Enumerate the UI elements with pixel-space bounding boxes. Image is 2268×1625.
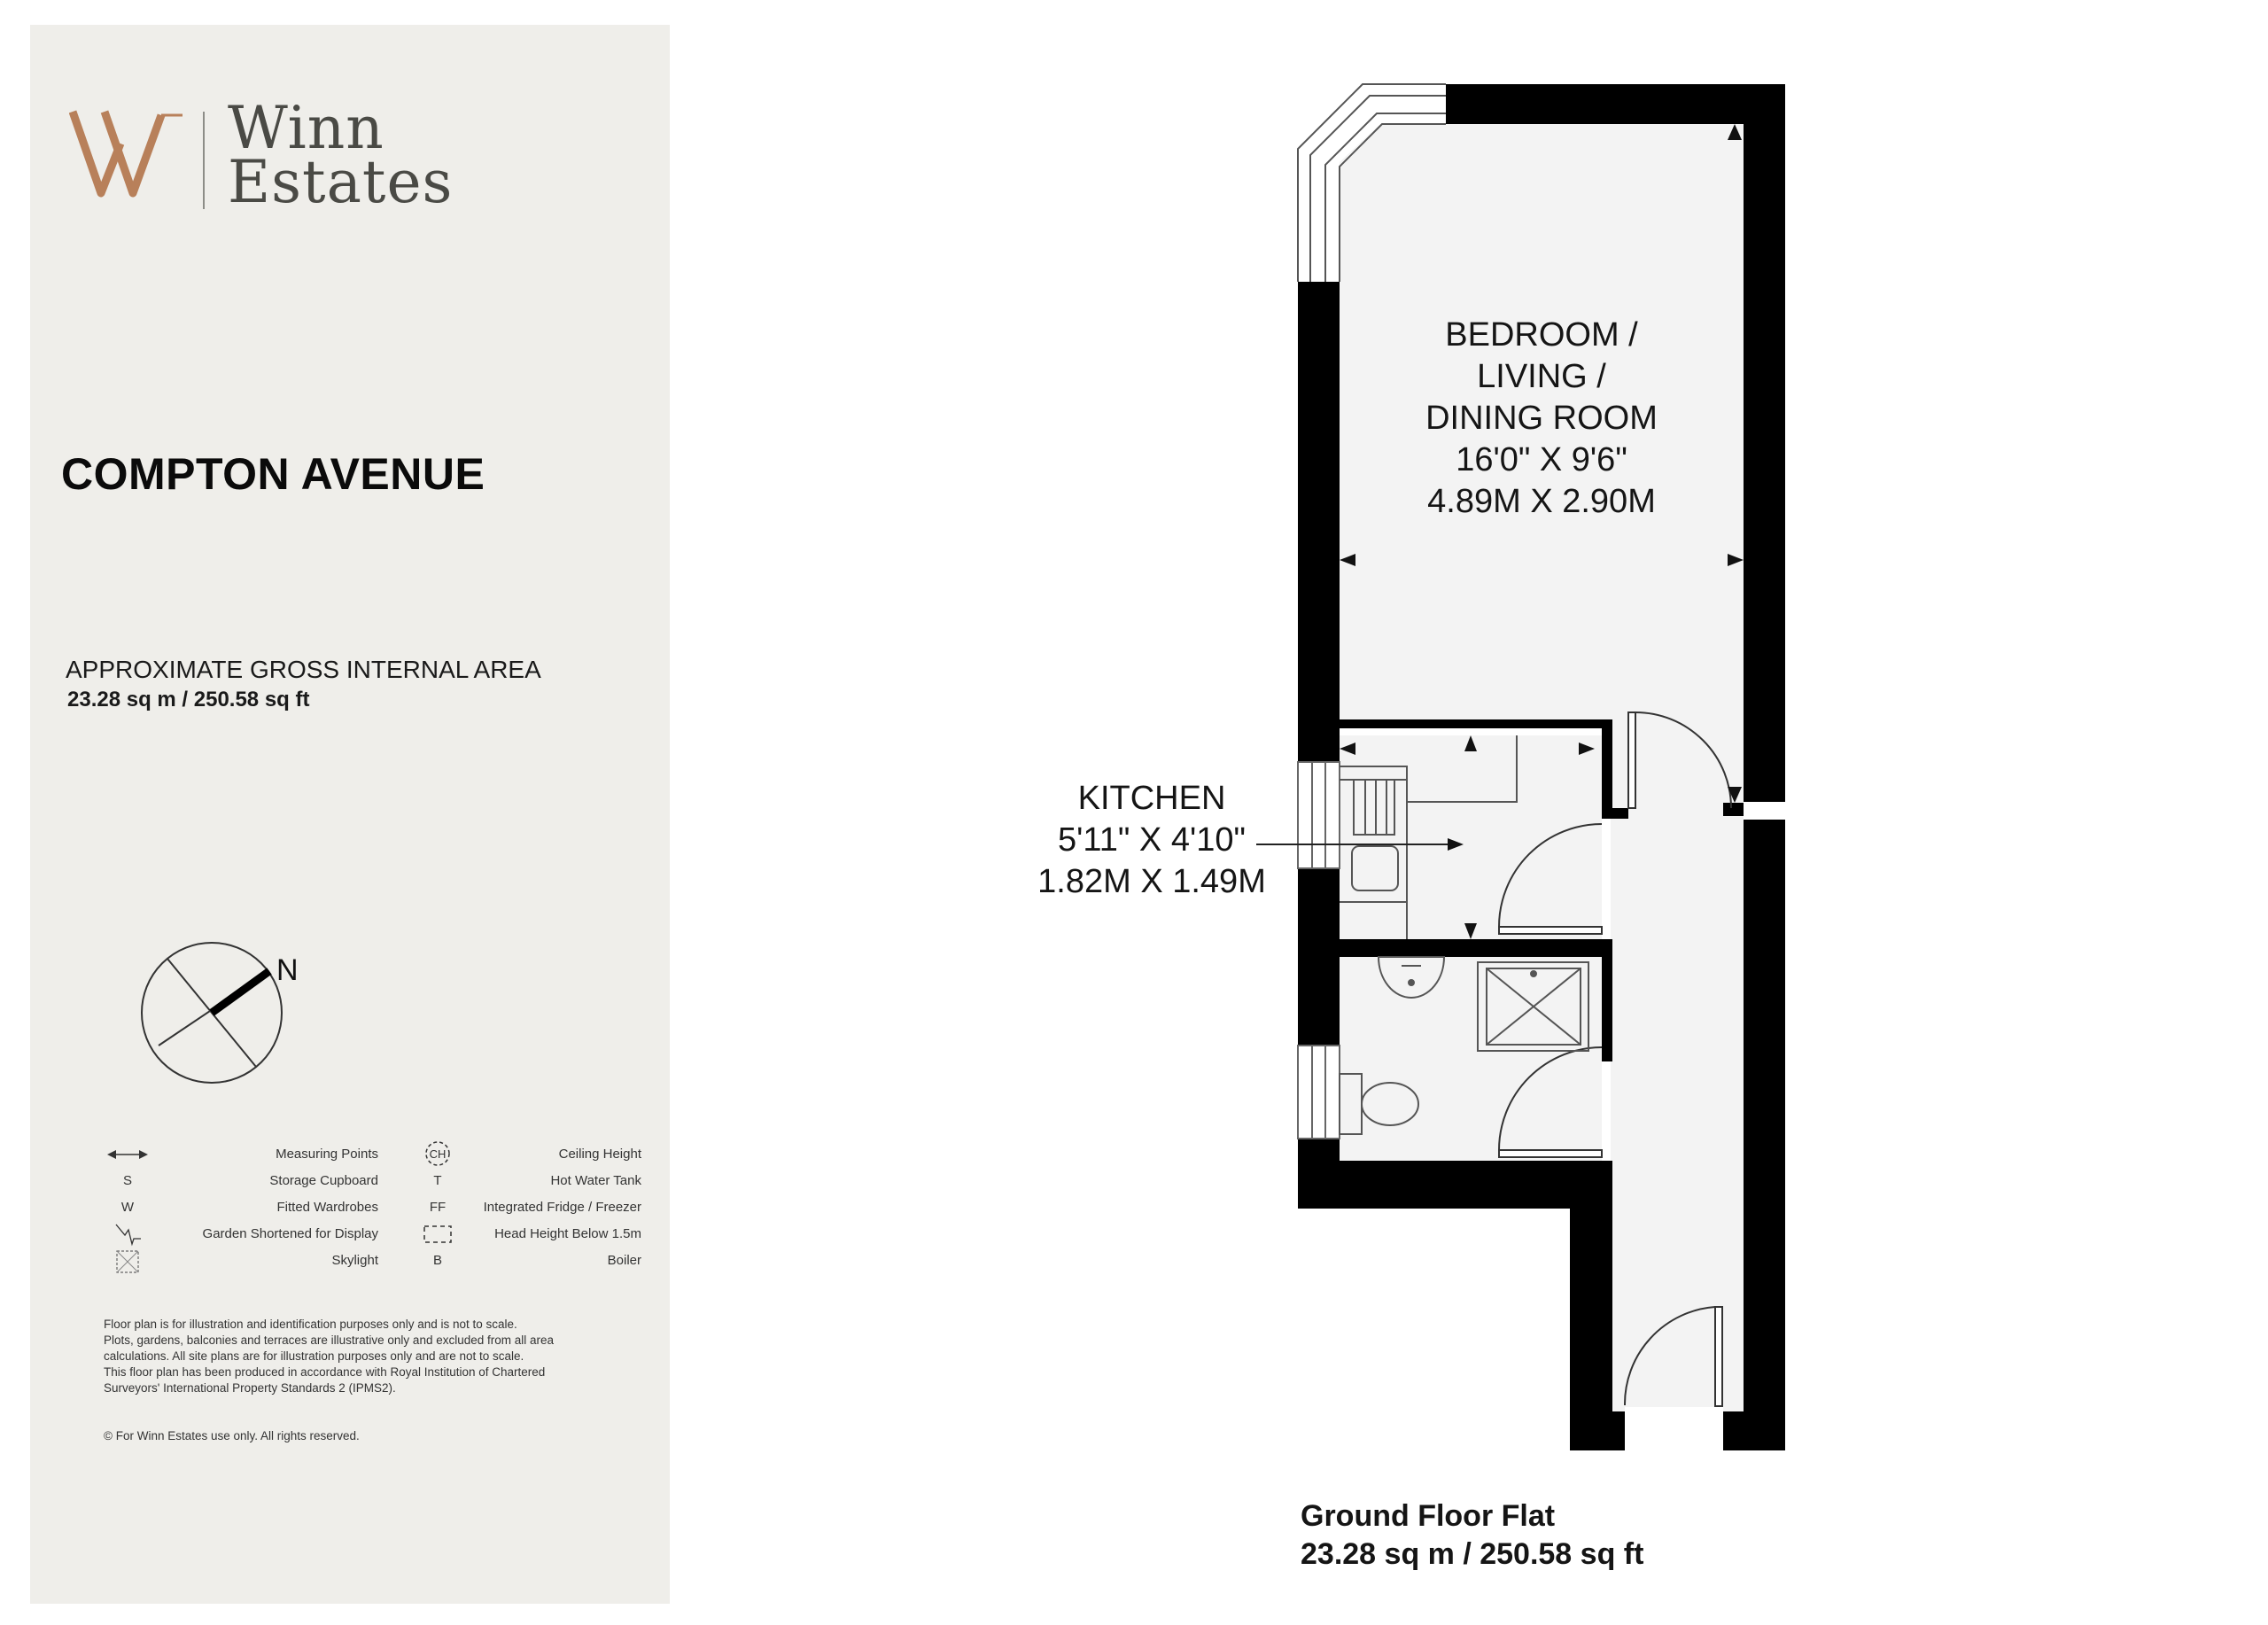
bedroom-name-line-3: DINING ROOM [1425,400,1658,437]
copyright: © For Winn Estates use only. All rights reserved. [104,1429,360,1442]
bedroom-name-line-1: BEDROOM / [1445,316,1638,354]
legend-label-wardrobes: Fitted Wardrobes [276,1200,378,1215]
disclaimer-line: This floor plan has been produced in accordance with Royal Institution of Chartered [104,1365,546,1379]
legend-label-storage: Storage Cupboard [269,1173,378,1188]
legend-symbol-wardrobes: W [120,1200,135,1215]
bedroom-label [1409,315,1674,523]
brand-line-1: Winn [228,94,384,162]
floor-area: 23.28 sq m / 250.58 sq ft [1301,1537,1644,1571]
legend-symbol-boiler: B [432,1253,442,1268]
bedroom-metric: 4.89M X 2.90M [1427,483,1656,520]
legend-label-garden: Garden Shortened for Display [202,1226,378,1241]
property-title: COMPTON AVENUE [61,449,485,499]
svg-text:CH: CH [429,1147,447,1161]
kitchen-imperial: 5'11" X 4'10" [1058,821,1246,859]
disclaimer-line: calculations. All site plans are for illustration purposes only and are not to scale. [104,1349,524,1363]
disclaimer-line: Surveyors' International Property Standards 2 (IPMS2). [104,1381,396,1395]
legend-label-measuring-points: Measuring Points [276,1147,378,1162]
legend-label-hot-water: Hot Water Tank [550,1173,641,1188]
bedroom-imperial: 16'0" X 9'6" [1456,441,1627,478]
legend-label-skylight: Skylight [331,1253,378,1268]
kitchen-label [1019,778,1285,903]
legend-symbol-fridge: FF [429,1200,447,1215]
legend-label-fridge: Integrated Fridge / Freezer [483,1200,641,1215]
bathroom-floor [1340,957,1602,1161]
legend-label-ceiling-height: Ceiling Height [558,1147,641,1162]
floor-name: Ground Floor Flat [1301,1499,1556,1533]
legend-symbol-hot-water: T [433,1173,442,1188]
area-heading: APPROXIMATE GROSS INTERNAL AREA [66,656,541,683]
disclaimer-line: Floor plan is for illustration and identification purposes only and is not to scale. [104,1318,517,1331]
kitchen-name: KITCHEN [1077,780,1226,817]
compass-north-label: N [276,953,299,987]
bedroom-name-line-2: LIVING / [1477,358,1606,395]
legend-symbol-storage: S [122,1173,132,1188]
disclaimer-line: Plots, gardens, balconies and terraces are illustrative only and excluded from all area [104,1333,555,1347]
area-value: 23.28 sq m / 250.58 sq ft [67,688,310,711]
legend-label-head-height: Head Height Below 1.5m [494,1226,641,1241]
hallway-floor [1611,722,1744,1449]
legend-label-boiler: Boiler [607,1253,641,1268]
brand-line-2: Estates [228,148,454,216]
kitchen-metric: 1.82M X 1.49M [1037,863,1266,900]
